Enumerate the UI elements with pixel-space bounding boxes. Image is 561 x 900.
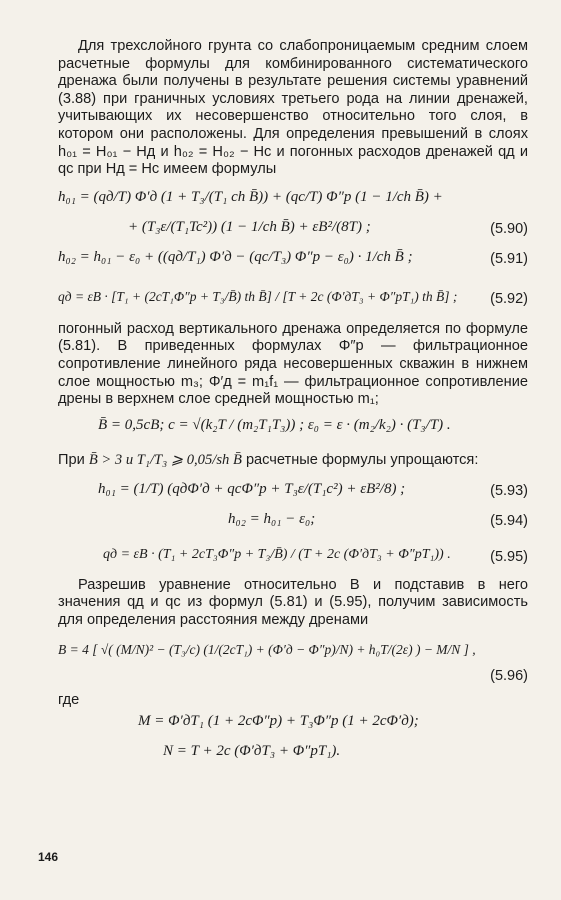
- equation-5-96: B = 4 [ √( (M/N)² − (T₃/c) (1/(2cT₁) + (Φ′д − Φ″р)/N) + h₀T/(2ε) ) − M/N ] , (5.96): [58, 641, 528, 684]
- page-number: 146: [38, 850, 59, 864]
- condition-prefix: При: [58, 451, 85, 468]
- paragraph-2: погонный расход вертикального дренажа определяется по формуле (5.81). В приведенных формулах Φ″р — фильтрационное сопротивление линейного ряда несовершенных скважин в нижнем слое мощностью m₃; Φ′д = m₁f₁ — фильтрационное сопротивление дрены в верхнем слое средней мощностью m₁;: [58, 320, 528, 408]
- intro-paragraph: Для трехслойного грунта со слабопроницаемым средним слоем расчетные формулы для комбинированного систематического дренажа были получены в результате решения системы уравнений (3.88) при граничных условиях третьего рода на линии дренажей, учитывающих их несовершенство относительно того слоя, в котором они расположены. Для определения превышений в слоях h₀₁ = H₀₁ − Hд и h₀₂ = H₀₂ − Hс и погонных расходов дренажей qд и qс при Hд = Hс имеем формулы: [58, 38, 528, 178]
- simplification-condition: [58, 443, 528, 477]
- equation-5-90-line1: h₀₁ = (qд/T) Φ′д (1 + T₃/(T₁ ch B̄)) + (qс/T) Φ″р (1 − 1/ch B̄) +: [58, 188, 443, 205]
- equation-number: (5.91): [490, 250, 528, 267]
- condition-suffix: расчетные формулы упрощаются:: [245, 451, 479, 468]
- equation-5-94: h₀₂ = h₀₁ − ε₀; (5.94): [228, 510, 528, 529]
- equation-number: (5.93): [490, 482, 528, 499]
- equation-number: (5.95): [490, 548, 528, 565]
- where-label: где: [58, 691, 80, 708]
- equation-number: (5.94): [490, 512, 528, 529]
- definitions-equation: B̄ = 0,5cB; c = √(k₂T / (m₂T₁T₃)) ; ε₀ = ε · (m₂/k₂) · (T₃/T) .: [98, 416, 451, 433]
- equation-5-92: qд = εB · [T₁ + (2cT₁Φ″р + T₃/B̄) th B̄] / [T + 2c (Φ′дT₃ + Φ″рT₁) th B̄] ; (5.92): [58, 288, 528, 307]
- equation-5-95: qд = εB · (T₁ + 2cT₃Φ″р + T₃/B̄) / (T + 2c (Φ′дT₃ + Φ″рT₁)) . (5.95): [103, 546, 528, 565]
- equation-5-91: h₀₂ = h₀₁ − ε₀ + ((qд/T₁) Φ′д − (qс/T₃) Φ″р − ε₀) · 1/ch B̄ ; (5.91): [58, 248, 528, 267]
- page-body: [58, 38, 528, 769]
- definition-N: N = T + 2c (Φ′дT₃ + Φ″рT₁).: [163, 743, 341, 760]
- equation-number: (5.92): [490, 290, 528, 307]
- condition-math: B̄ > 3 и T₁/T₃ ⩾ 0,05/sh B̄: [88, 451, 242, 468]
- equation-5-93: h₀₁ = (1/T) (qдΦ′д + qсΦ″р + T₃ε/(T₁c²) + εB²/8) ; (5.93): [98, 480, 528, 499]
- equation-number: (5.96): [490, 667, 528, 684]
- paragraph-3: Разрешив уравнение относительно B и подставив в него значения qд и qс из формул (5.81) и (5.95), получим зависимость для определения расстояния между дренами: [58, 576, 528, 628]
- definition-M: M = Φ′дT₁ (1 + 2cΦ″р) + T₃Φ″р (1 + 2cΦ′д);: [138, 713, 419, 730]
- equation-number: (5.90): [490, 220, 528, 237]
- equation-5-90-line2: + (T₃ε/(T₁Tc²)) (1 − 1/ch B̄) + εB²/(8T) ; (5.90): [128, 218, 528, 237]
